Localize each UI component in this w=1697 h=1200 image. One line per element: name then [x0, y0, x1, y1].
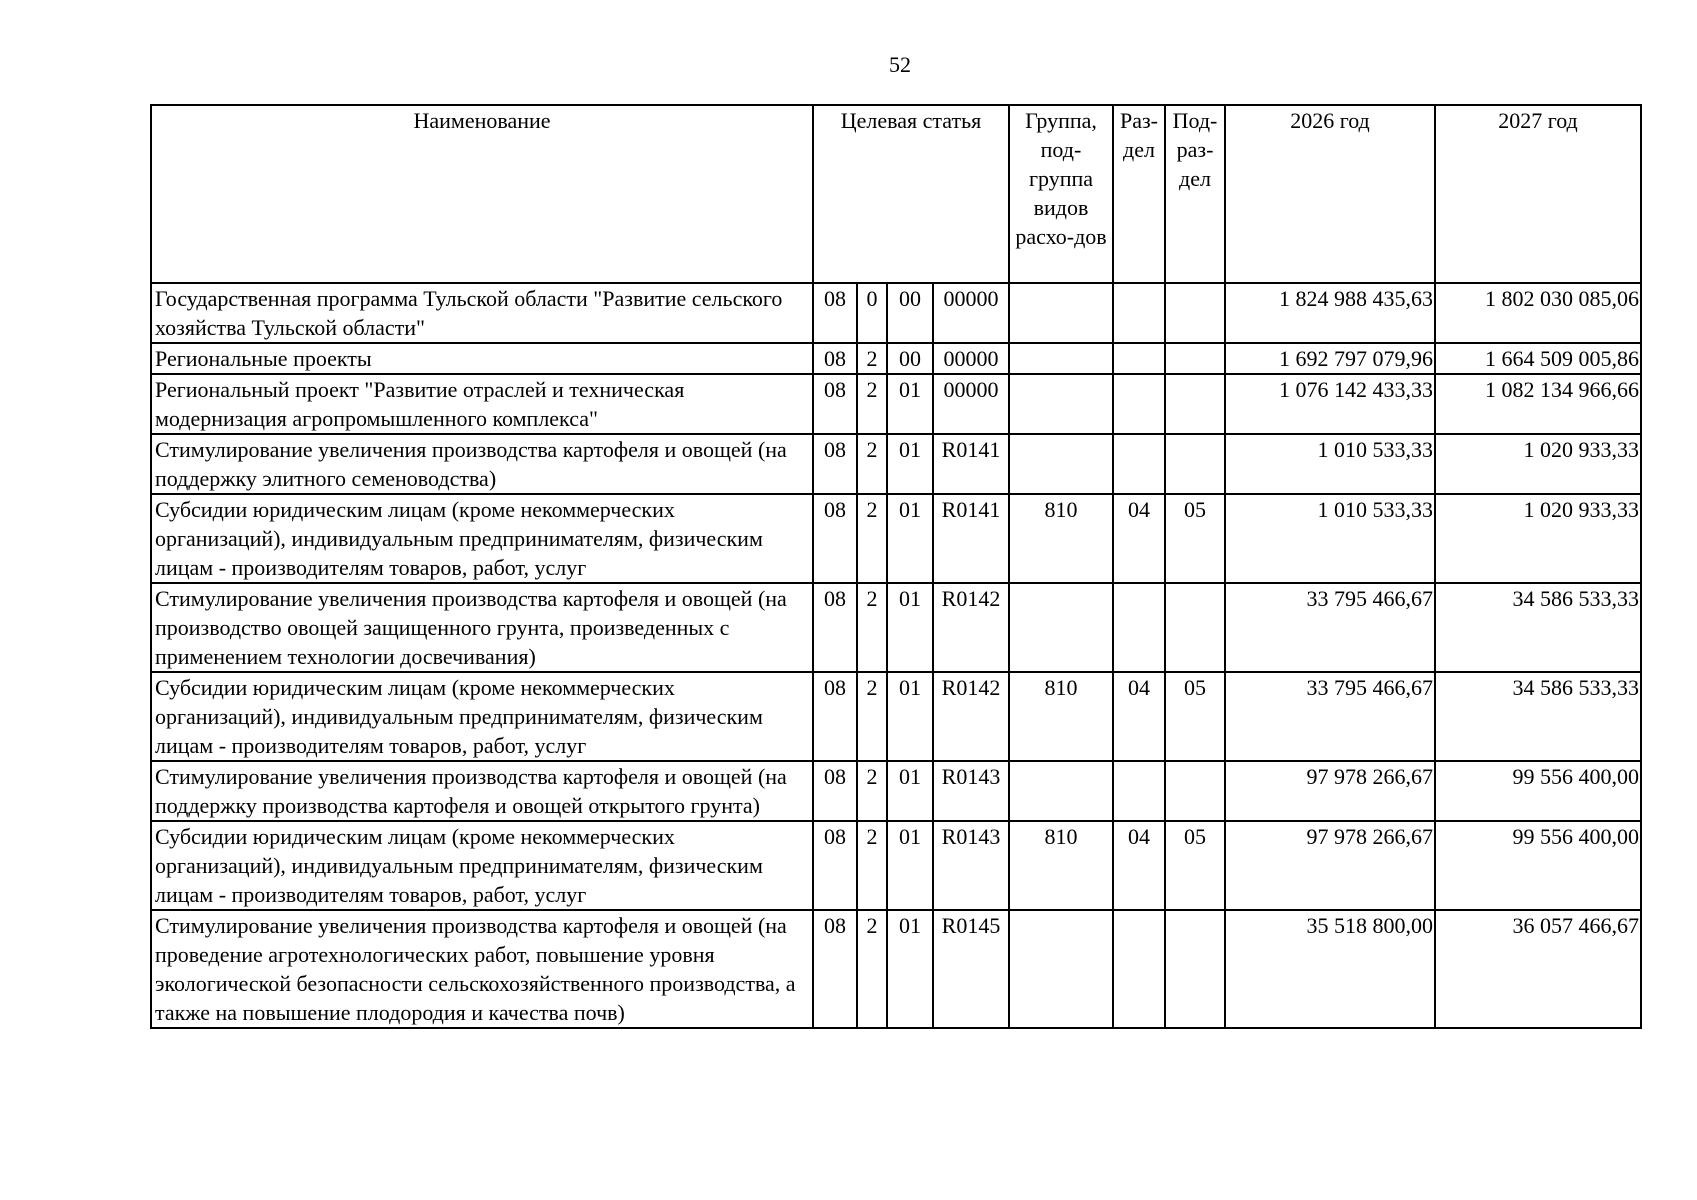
- cell-amount-2027: 1 020 933,33: [1435, 494, 1641, 583]
- cell-target-type: 2: [857, 583, 887, 672]
- table-header-row: [151, 105, 1641, 283]
- cell-target-program: 08: [813, 821, 857, 910]
- cell-target-type: 0: [857, 283, 887, 343]
- cell-amount-2026: 1 076 142 433,33: [1225, 374, 1435, 434]
- cell-name: Субсидии юридическим лицам (кроме некоммерческих организаций), индивидуальным предпринимателям, физическим лицам - производителям товаров, работ, услуг: [151, 494, 813, 583]
- cell-expense-group: [1009, 434, 1113, 494]
- cell-name: Стимулирование увеличения производства картофеля и овощей (на производство овощей защищенного грунта, произведенных с применением технологии досвечивания): [151, 583, 813, 672]
- header-year-2026: 2026 год: [1225, 105, 1435, 283]
- table-row: [151, 374, 1641, 434]
- cell-expense-group: [1009, 583, 1113, 672]
- cell-amount-2026: 97 978 266,67: [1225, 761, 1435, 821]
- cell-target-direction: R0145: [933, 910, 1009, 1028]
- cell-target-direction: 00000: [933, 283, 1009, 343]
- cell-target-subprogram: 00: [887, 283, 933, 343]
- cell-name: Субсидии юридическим лицам (кроме некоммерческих организаций), индивидуальным предпринимателям, физическим лицам - производителям товаров, работ, услуг: [151, 821, 813, 910]
- cell-amount-2026: 1 692 797 079,96: [1225, 343, 1435, 374]
- table-row: [151, 434, 1641, 494]
- cell-target-program: 08: [813, 761, 857, 821]
- cell-target-direction: R0141: [933, 494, 1009, 583]
- table-row: [151, 761, 1641, 821]
- cell-target-subprogram: 01: [887, 494, 933, 583]
- cell-target-program: 08: [813, 494, 857, 583]
- table-row: [151, 583, 1641, 672]
- cell-target-direction: R0142: [933, 583, 1009, 672]
- cell-subsection: 05: [1165, 821, 1225, 910]
- cell-amount-2026: 1 824 988 435,63: [1225, 283, 1435, 343]
- cell-target-type: 2: [857, 343, 887, 374]
- cell-name: Стимулирование увеличения производства картофеля и овощей (на поддержку производства картофеля и овощей открытого грунта): [151, 761, 813, 821]
- header-target-article: Целевая статья: [813, 105, 1009, 283]
- header-year-2027: 2027 год: [1435, 105, 1641, 283]
- cell-target-program: 08: [813, 672, 857, 761]
- cell-expense-group: [1009, 761, 1113, 821]
- cell-target-direction: R0143: [933, 761, 1009, 821]
- cell-target-direction: 00000: [933, 343, 1009, 374]
- header-expense-group: Группа, под-группа видов расхо-дов: [1009, 105, 1113, 283]
- table-row: [151, 494, 1641, 583]
- cell-amount-2027: 1 664 509 005,86: [1435, 343, 1641, 374]
- cell-subsection: [1165, 910, 1225, 1028]
- cell-target-type: 2: [857, 910, 887, 1028]
- cell-target-subprogram: 01: [887, 910, 933, 1028]
- cell-target-type: 2: [857, 821, 887, 910]
- cell-target-type: 2: [857, 761, 887, 821]
- cell-target-direction: 00000: [933, 374, 1009, 434]
- table-row: [151, 343, 1641, 374]
- cell-subsection: [1165, 374, 1225, 434]
- cell-name: Региональные проекты: [151, 343, 813, 374]
- cell-section: [1113, 910, 1165, 1028]
- cell-section: 04: [1113, 494, 1165, 583]
- cell-name: Субсидии юридическим лицам (кроме некоммерческих организаций), индивидуальным предпринимателям, физическим лицам - производителям товаров, работ, услуг: [151, 672, 813, 761]
- cell-subsection: [1165, 583, 1225, 672]
- header-section: Раз-дел: [1113, 105, 1165, 283]
- cell-target-type: 2: [857, 374, 887, 434]
- cell-subsection: [1165, 343, 1225, 374]
- cell-section: [1113, 283, 1165, 343]
- cell-expense-group: [1009, 374, 1113, 434]
- cell-expense-group: [1009, 343, 1113, 374]
- cell-target-subprogram: 01: [887, 761, 933, 821]
- cell-amount-2027: 99 556 400,00: [1435, 761, 1641, 821]
- cell-section: [1113, 761, 1165, 821]
- cell-subsection: 05: [1165, 494, 1225, 583]
- cell-amount-2027: 99 556 400,00: [1435, 821, 1641, 910]
- cell-expense-group: 810: [1009, 821, 1113, 910]
- cell-section: [1113, 434, 1165, 494]
- cell-target-program: 08: [813, 910, 857, 1028]
- cell-amount-2027: 1 082 134 966,66: [1435, 374, 1641, 434]
- page-number: 52: [889, 52, 911, 77]
- cell-name: Стимулирование увеличения производства картофеля и овощей (на поддержку элитного семеноводства): [151, 434, 813, 494]
- cell-expense-group: 810: [1009, 672, 1113, 761]
- cell-amount-2026: 97 978 266,67: [1225, 821, 1435, 910]
- cell-target-direction: R0141: [933, 434, 1009, 494]
- cell-name: Стимулирование увеличения производства картофеля и овощей (на проведение агротехнологических работ, повышение уровня экологической безопасности сельскохозяйственного производства, а также на повышение плодородия и качества почв): [151, 910, 813, 1028]
- cell-target-subprogram: 01: [887, 374, 933, 434]
- cell-section: [1113, 343, 1165, 374]
- cell-target-type: 2: [857, 672, 887, 761]
- cell-section: [1113, 374, 1165, 434]
- cell-section: 04: [1113, 672, 1165, 761]
- cell-target-subprogram: 01: [887, 821, 933, 910]
- budget-table: [150, 104, 1642, 1029]
- cell-target-subprogram: 01: [887, 672, 933, 761]
- cell-amount-2027: 34 586 533,33: [1435, 583, 1641, 672]
- cell-subsection: [1165, 761, 1225, 821]
- cell-target-subprogram: 01: [887, 583, 933, 672]
- table-row: [151, 910, 1641, 1028]
- cell-subsection: [1165, 283, 1225, 343]
- cell-expense-group: [1009, 283, 1113, 343]
- header-subsection: Под-раз-дел: [1165, 105, 1225, 283]
- cell-amount-2027: 1 020 933,33: [1435, 434, 1641, 494]
- cell-amount-2027: 36 057 466,67: [1435, 910, 1641, 1028]
- cell-amount-2026: 1 010 533,33: [1225, 434, 1435, 494]
- cell-target-subprogram: 00: [887, 343, 933, 374]
- cell-target-program: 08: [813, 583, 857, 672]
- cell-amount-2026: 35 518 800,00: [1225, 910, 1435, 1028]
- cell-target-direction: R0142: [933, 672, 1009, 761]
- cell-target-program: 08: [813, 343, 857, 374]
- table-row: [151, 672, 1641, 761]
- cell-target-subprogram: 01: [887, 434, 933, 494]
- cell-subsection: 05: [1165, 672, 1225, 761]
- cell-subsection: [1165, 434, 1225, 494]
- cell-target-type: 2: [857, 494, 887, 583]
- table-row: [151, 821, 1641, 910]
- cell-amount-2026: 33 795 466,67: [1225, 672, 1435, 761]
- cell-section: 04: [1113, 821, 1165, 910]
- header-name: Наименование: [151, 105, 813, 283]
- cell-amount-2026: 33 795 466,67: [1225, 583, 1435, 672]
- table-row: [151, 283, 1641, 343]
- cell-expense-group: 810: [1009, 494, 1113, 583]
- cell-amount-2026: 1 010 533,33: [1225, 494, 1435, 583]
- cell-amount-2027: 34 586 533,33: [1435, 672, 1641, 761]
- cell-amount-2027: 1 802 030 085,06: [1435, 283, 1641, 343]
- table-body: [151, 283, 1641, 1028]
- cell-target-program: 08: [813, 434, 857, 494]
- cell-target-type: 2: [857, 434, 887, 494]
- cell-expense-group: [1009, 910, 1113, 1028]
- cell-section: [1113, 583, 1165, 672]
- cell-target-program: 08: [813, 374, 857, 434]
- cell-target-program: 08: [813, 283, 857, 343]
- cell-name: Региональный проект "Развитие отраслей и техническая модернизация агропромышленного комплекса": [151, 374, 813, 434]
- cell-name: Государственная программа Тульской области "Развитие сельского хозяйства Тульской области": [151, 283, 813, 343]
- cell-target-direction: R0143: [933, 821, 1009, 910]
